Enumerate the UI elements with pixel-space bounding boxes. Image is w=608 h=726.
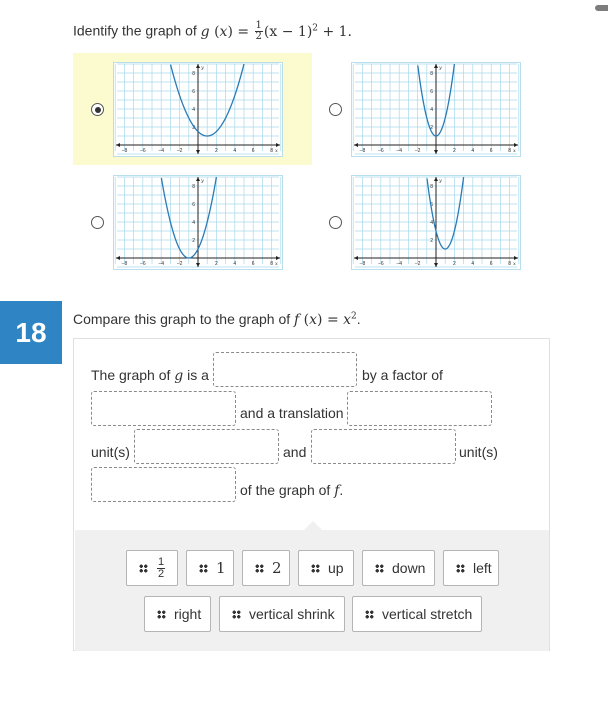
- sentence-part-2: by a factor of: [362, 367, 443, 383]
- drop-zone-factor[interactable]: [91, 391, 236, 426]
- tile-down[interactable]: down: [362, 550, 435, 586]
- drag-handle-icon: [365, 610, 374, 619]
- drop-zone-direction-2[interactable]: [91, 467, 236, 502]
- x-tick-label: 4: [471, 261, 475, 267]
- x-tick-label: 8: [508, 148, 511, 154]
- x-tick-label: 8: [508, 261, 511, 267]
- option-d-radio[interactable]: [329, 216, 342, 229]
- x-tick-label: 4: [233, 148, 237, 154]
- x-tick-label: −8: [359, 148, 366, 154]
- y-tick-label: 2: [192, 125, 195, 131]
- x-tick-label: −6: [377, 261, 384, 267]
- tray-notch: [303, 521, 323, 531]
- x-tick-label: −6: [377, 148, 384, 154]
- x-axis-label: x: [513, 261, 516, 267]
- drag-handle-icon: [199, 564, 208, 573]
- drop-zone-direction-1[interactable]: [134, 429, 279, 464]
- x-tick-label: −4: [396, 148, 403, 154]
- sentence-part-7: of the graph of f.: [240, 482, 344, 499]
- y-axis-label: y: [439, 65, 442, 71]
- answer-tile-tray: [75, 530, 549, 651]
- option-c-radio[interactable]: [91, 216, 104, 229]
- y-tick-label: 4: [430, 107, 433, 113]
- drop-zone-translation-amount-2[interactable]: [311, 429, 456, 464]
- question-17-prompt: Identify the graph of g (x) = $\frac{1}{2}$ $(x - 1)^2 + 1$.: [73, 20, 353, 42]
- x-tick-label: −2: [414, 148, 421, 154]
- x-tick-label: 2: [215, 148, 218, 154]
- y-tick-label: 2: [430, 125, 433, 131]
- y-tick-label: 4: [430, 220, 433, 226]
- y-tick-label: 8: [430, 71, 433, 77]
- fraction: $\frac{1}{2}$: [158, 555, 165, 580]
- x-tick-label: −2: [414, 261, 421, 267]
- tile-up[interactable]: up: [298, 550, 354, 586]
- x-tick-label: −4: [396, 261, 403, 267]
- sentence-part-5: and: [283, 444, 307, 460]
- y-tick-label: 6: [192, 89, 195, 95]
- x-tick-label: 4: [233, 261, 237, 267]
- x-axis-label: x: [275, 148, 278, 154]
- option-b-radio[interactable]: [329, 103, 342, 116]
- option-c-graph[interactable]: [113, 175, 283, 270]
- y-tick-label: 8: [192, 71, 195, 77]
- x-tick-label: −6: [139, 148, 146, 154]
- question-number-badge: 18: [0, 301, 62, 364]
- x-tick-label: 6: [251, 261, 255, 267]
- tile-one-half[interactable]: [126, 550, 178, 586]
- x-tick-label: 8: [270, 148, 273, 154]
- tile-vertical-shrink[interactable]: vertical shrink: [219, 596, 345, 632]
- tile-two[interactable]: 2: [242, 550, 290, 586]
- question-18-prompt: Compare this graph to the graph of f $(x) = x^2$.: [73, 311, 361, 328]
- x-tick-label: 2: [453, 261, 456, 267]
- drag-handle-icon: [139, 564, 148, 573]
- drop-zone-transformation[interactable]: [213, 352, 357, 387]
- drag-handle-icon: [157, 610, 166, 619]
- x-tick-label: −4: [158, 261, 165, 267]
- y-tick-label: 2: [192, 238, 195, 244]
- x-tick-label: 6: [489, 148, 493, 154]
- x-tick-label: −4: [158, 148, 165, 154]
- x-tick-label: 8: [270, 261, 273, 267]
- x-tick-label: −8: [121, 148, 128, 154]
- y-tick-label: 8: [430, 184, 433, 190]
- drag-handle-icon: [255, 564, 264, 573]
- y-tick-label: 6: [430, 89, 433, 95]
- tile-one[interactable]: 1: [186, 550, 234, 586]
- drag-handle-icon: [311, 564, 320, 573]
- option-a-radio[interactable]: [91, 103, 104, 116]
- x-tick-label: −8: [121, 261, 128, 267]
- x-tick-label: 6: [489, 261, 493, 267]
- sentence-part-6: unit(s): [459, 444, 498, 460]
- x-tick-label: 2: [215, 261, 218, 267]
- scroll-indicator: [595, 5, 608, 11]
- drop-zone-translation-amount-1[interactable]: [347, 391, 492, 426]
- x-tick-label: 2: [453, 148, 456, 154]
- x-tick-label: −6: [139, 261, 146, 267]
- y-tick-label: 2: [430, 238, 433, 244]
- tile-vertical-stretch[interactable]: vertical stretch: [352, 596, 482, 632]
- sentence-part-4: unit(s): [91, 444, 130, 460]
- x-tick-label: −2: [176, 261, 183, 267]
- fraction: $\frac{1}{2}$: [255, 20, 262, 42]
- x-axis-label: x: [513, 148, 516, 154]
- y-tick-label: 4: [192, 220, 195, 226]
- drag-handle-icon: [232, 610, 241, 619]
- y-axis-label: y: [439, 178, 442, 184]
- y-axis-label: y: [201, 178, 204, 184]
- option-a-graph[interactable]: [113, 62, 283, 157]
- y-tick-label: 4: [192, 107, 195, 113]
- sentence-part-1: The graph of g is a: [91, 367, 209, 384]
- tile-left[interactable]: left: [443, 550, 499, 586]
- sentence-part-3: and a translation: [240, 405, 344, 421]
- drag-handle-icon: [375, 564, 384, 573]
- y-axis-label: y: [201, 65, 204, 71]
- y-tick-label: 6: [430, 202, 433, 208]
- y-tick-label: 8: [192, 184, 195, 190]
- tile-right[interactable]: right: [144, 596, 211, 632]
- x-tick-label: −8: [359, 261, 366, 267]
- option-b-graph[interactable]: [351, 62, 521, 157]
- x-tick-label: −2: [176, 148, 183, 154]
- drag-drop-panel: [73, 338, 550, 651]
- x-tick-label: 4: [471, 148, 475, 154]
- x-tick-label: 6: [251, 148, 255, 154]
- option-d-graph[interactable]: [351, 175, 521, 270]
- y-tick-label: 6: [192, 202, 195, 208]
- x-axis-label: x: [275, 261, 278, 267]
- drag-handle-icon: [456, 564, 465, 573]
